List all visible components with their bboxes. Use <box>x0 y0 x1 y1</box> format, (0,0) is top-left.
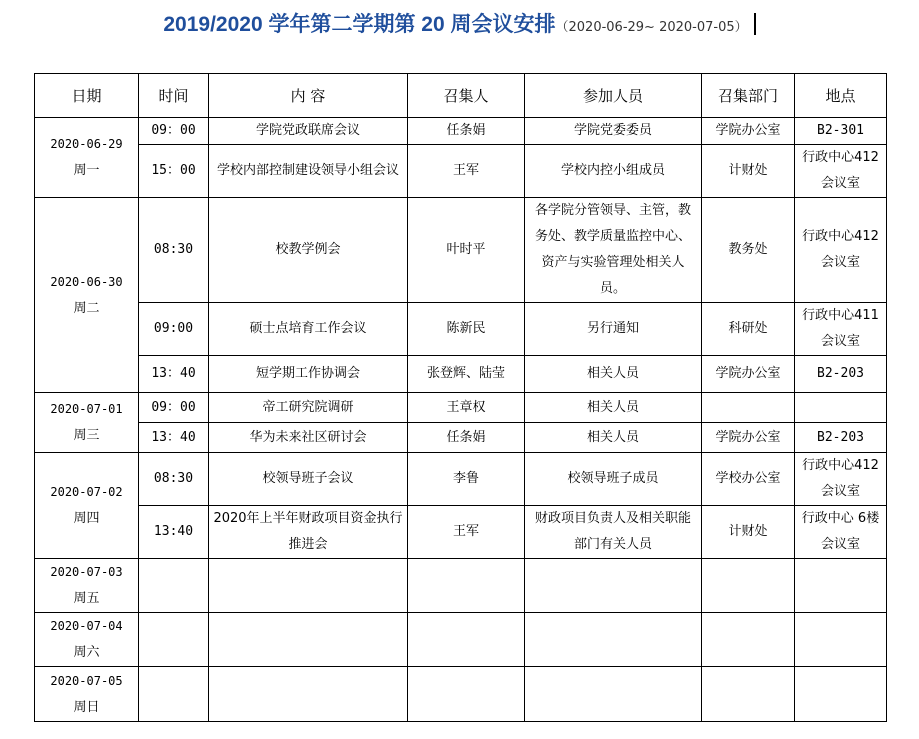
meeting-time: 13：40 <box>139 423 209 453</box>
meeting-location: 行政中心412 会议室 <box>795 198 887 303</box>
table-row <box>35 613 887 667</box>
day-weekday: 周二 <box>73 300 100 316</box>
table-row <box>35 356 887 393</box>
meeting-convener: 王章权 <box>408 393 525 423</box>
meeting-content: 华为未来社区研讨会 <box>209 423 408 453</box>
day-cell <box>35 613 139 667</box>
day-date: 2020-07-05 <box>50 673 123 688</box>
meeting-time: 09：00 <box>139 118 209 145</box>
table-row <box>35 303 887 356</box>
day-weekday: 周四 <box>73 511 100 526</box>
page-title <box>0 8 919 38</box>
day-date: 2020-07-02 <box>50 485 123 499</box>
meeting-time: 13:40 <box>139 506 209 559</box>
empty-cell <box>525 667 702 722</box>
day-date: 2020-06-30 <box>50 274 123 289</box>
meeting-dept: 学校办公室 <box>702 453 795 506</box>
day-cell <box>35 667 139 722</box>
meeting-location: 行政中心 6楼会议室 <box>795 506 887 559</box>
header-time: 时间 <box>139 74 209 118</box>
day-date: 2020-07-03 <box>50 565 123 579</box>
meeting-convener: 王军 <box>408 506 525 559</box>
day-cell <box>35 393 139 453</box>
empty-cell <box>795 613 887 667</box>
meeting-dept: 学院办公室 <box>702 118 795 145</box>
meeting-attendees: 各学院分管领导、主管，教务处、教学质量监控中心、资产与实验管理处相关人员。 <box>525 198 702 303</box>
meeting-content: 校领导班子会议 <box>209 453 408 506</box>
title-main: 2019/2020 学年第二学期第 20 周会议安排 <box>163 13 556 36</box>
meeting-attendees: 相关人员 <box>525 356 702 393</box>
meeting-attendees: 相关人员 <box>525 423 702 453</box>
day-weekday: 周三 <box>73 428 100 443</box>
table-row <box>35 667 887 722</box>
meeting-dept: 计财处 <box>702 145 795 198</box>
day-weekday: 周一 <box>73 163 100 178</box>
empty-cell <box>408 559 525 613</box>
table-row <box>35 393 887 423</box>
table-row <box>35 559 887 613</box>
table-row <box>35 118 887 145</box>
table-row <box>35 506 887 559</box>
meeting-time: 15：00 <box>139 145 209 198</box>
meeting-convener: 陈新民 <box>408 303 525 356</box>
empty-cell <box>139 559 209 613</box>
meeting-dept: 计财处 <box>702 506 795 559</box>
meeting-time: 09：00 <box>139 393 209 423</box>
meeting-time: 08:30 <box>139 453 209 506</box>
meeting-location <box>795 393 887 423</box>
empty-cell <box>702 613 795 667</box>
header-location: 地点 <box>795 74 887 118</box>
header-row <box>35 74 887 118</box>
meeting-attendees: 财政项目负责人及相关职能部门有关人员 <box>525 506 702 559</box>
meeting-attendees: 相关人员 <box>525 393 702 423</box>
meeting-dept: 教务处 <box>702 198 795 303</box>
meeting-attendees: 学院党委委员 <box>525 118 702 145</box>
meeting-time: 08:30 <box>139 198 209 303</box>
meeting-content: 短学期工作协调会 <box>209 356 408 393</box>
meeting-convener: 叶时平 <box>408 198 525 303</box>
empty-cell <box>408 667 525 722</box>
day-cell <box>35 559 139 613</box>
day-weekday: 周五 <box>73 591 100 606</box>
meeting-location: B2-203 <box>795 356 887 393</box>
meeting-convener: 王军 <box>408 145 525 198</box>
day-date: 2020-07-04 <box>50 619 123 633</box>
meeting-content: 帝工研究院调研 <box>209 393 408 423</box>
day-cell <box>35 198 139 393</box>
empty-cell <box>139 667 209 722</box>
meeting-location: 行政中心411 会议室 <box>795 303 887 356</box>
meeting-location: B2-203 <box>795 423 887 453</box>
meeting-attendees: 学校内控小组成员 <box>525 145 702 198</box>
meeting-content: 2020年上半年财政项目资金执行推进会 <box>209 506 408 559</box>
day-date: 2020-07-01 <box>50 402 123 416</box>
day-date: 2020-06-29 <box>50 137 123 151</box>
meeting-time: 09:00 <box>139 303 209 356</box>
day-weekday: 周日 <box>73 699 100 715</box>
meeting-attendees: 校领导班子成员 <box>525 453 702 506</box>
meeting-convener: 任条娟 <box>408 423 525 453</box>
meeting-convener: 任条娟 <box>408 118 525 145</box>
empty-cell <box>209 613 408 667</box>
empty-cell <box>795 559 887 613</box>
empty-cell <box>209 559 408 613</box>
header-dept: 召集部门 <box>702 74 795 118</box>
day-cell <box>35 453 139 559</box>
meeting-content: 学院党政联席会议 <box>209 118 408 145</box>
table-row <box>35 198 887 303</box>
table-row <box>35 453 887 506</box>
empty-cell <box>525 613 702 667</box>
day-cell <box>35 118 139 198</box>
meeting-content: 校教学例会 <box>209 198 408 303</box>
meeting-schedule-table <box>34 73 887 722</box>
meeting-location: 行政中心412 会议室 <box>795 453 887 506</box>
text-cursor <box>754 13 756 35</box>
meeting-dept: 学院办公室 <box>702 356 795 393</box>
empty-cell <box>525 559 702 613</box>
empty-cell <box>408 613 525 667</box>
header-date: 日期 <box>35 74 139 118</box>
meeting-attendees: 另行通知 <box>525 303 702 356</box>
table-row <box>35 423 887 453</box>
table-row <box>35 145 887 198</box>
meeting-location: 行政中心412 会议室 <box>795 145 887 198</box>
meeting-dept <box>702 393 795 423</box>
header-content: 内 容 <box>209 74 408 118</box>
meeting-convener: 张登辉、陆莹 <box>408 356 525 393</box>
meeting-location: B2-301 <box>795 118 887 145</box>
day-weekday: 周六 <box>73 645 100 660</box>
header-convener: 召集人 <box>408 74 525 118</box>
meeting-dept: 学院办公室 <box>702 423 795 453</box>
empty-cell <box>702 667 795 722</box>
meeting-time: 13：40 <box>139 356 209 393</box>
title-date-range: （2020-06-29~ 2020-07-05） <box>555 20 748 35</box>
meeting-convener: 李鲁 <box>408 453 525 506</box>
header-attendees: 参加人员 <box>525 74 702 118</box>
empty-cell <box>209 667 408 722</box>
meeting-dept: 科研处 <box>702 303 795 356</box>
empty-cell <box>139 613 209 667</box>
empty-cell <box>795 667 887 722</box>
meeting-content: 硕士点培育工作会议 <box>209 303 408 356</box>
meeting-content: 学校内部控制建设领导小组会议 <box>209 145 408 198</box>
empty-cell <box>702 559 795 613</box>
